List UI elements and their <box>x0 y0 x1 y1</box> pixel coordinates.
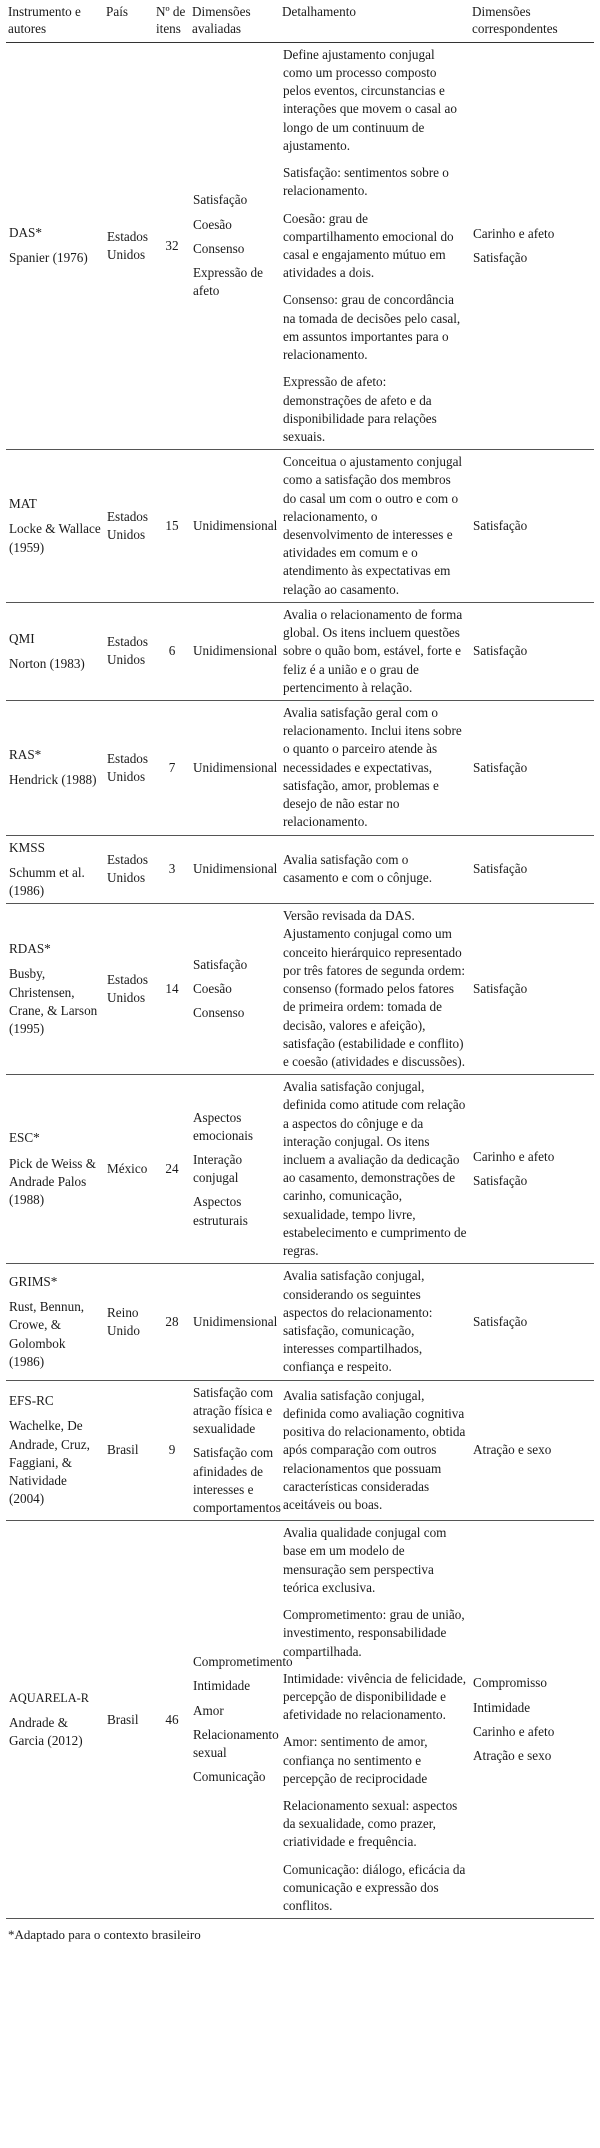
cell-items: 32 <box>154 42 190 449</box>
corresponding-item: Atração e sexo <box>473 1747 552 1763</box>
dimension-item: Relacionamento sexual <box>193 1726 279 1760</box>
instrument-authors: Busby, Christensen, Crane, & Larson (1995) <box>9 966 98 1036</box>
detail-paragraph: Versão revisada da DAS. Ajustamento conjugal como um conceito hierárquico representado por três fatores de segunda ordem: consenso (formado pelos fatores de primeira ordem: tomada de decisão, valores e afeição), satisfação (estabilidade e conflito) e coesão (atividades e discussões). <box>283 908 465 1069</box>
instrument-authors: Locke & Wallace (1959) <box>9 521 101 555</box>
cell-dimensions <box>190 835 280 904</box>
header-dimensions: Dimensões avaliadas <box>190 0 280 42</box>
cell-detail <box>280 1380 470 1521</box>
cell-instrument <box>6 1380 104 1521</box>
table-row <box>6 701 594 836</box>
table-row <box>6 835 594 904</box>
cell-dimensions <box>190 904 280 1075</box>
cell-country: Estados Unidos <box>104 450 154 603</box>
instrument-name: ESC* <box>9 1130 40 1146</box>
detail-paragraph: Relacionamento sexual: aspectos da sexualidade, como prazer, criatividade e frequência. <box>283 1798 458 1850</box>
dimension-item: Unidimensional <box>193 861 278 877</box>
cell-country: Estados Unidos <box>104 904 154 1075</box>
dimension-item: Coesão <box>193 981 232 997</box>
header-instrument: Instrumento e autores <box>6 0 104 42</box>
dimension-item: Satisfação com atração física e sexualidade <box>193 1384 274 1437</box>
instruments-table <box>6 0 594 1919</box>
table-header-row <box>6 0 594 42</box>
cell-items: 3 <box>154 835 190 904</box>
detail-paragraph: Amor: sentimento de amor, confiança no sentimento e percepção de reciprocidade <box>283 1734 428 1786</box>
table-row <box>6 904 594 1075</box>
table-row <box>6 1075 594 1264</box>
header-items: Nº de itens <box>154 0 190 42</box>
cell-country: México <box>104 1075 154 1264</box>
dimension-item: Intimidade <box>193 1678 251 1694</box>
detail-paragraph: Consenso: grau de concordância na tomada de decisões pelo casal, em assuntos importantes para o relacionamento. <box>283 292 461 363</box>
corresponding-item: Satisfação <box>473 249 528 265</box>
dimension-item: Satisfação <box>193 956 248 972</box>
cell-detail <box>280 904 470 1075</box>
table-row <box>6 602 594 700</box>
dimension-item: Comprometimento <box>193 1654 293 1670</box>
cell-items: 28 <box>154 1264 190 1380</box>
dimension-item: Unidimensional <box>193 1313 278 1329</box>
cell-detail <box>280 602 470 700</box>
header-detail: Detalhamento <box>280 0 470 42</box>
cell-instrument <box>6 42 104 449</box>
cell-instrument <box>6 1075 104 1264</box>
cell-detail <box>280 42 470 449</box>
instrument-authors: Hendrick (1988) <box>9 772 97 788</box>
table-row <box>6 1521 594 1919</box>
cell-instrument <box>6 602 104 700</box>
dimension-item: Unidimensional <box>193 517 278 533</box>
detail-paragraph: Avalia satisfação com o casamento e com o cônjuge. <box>283 852 433 886</box>
corresponding-item: Satisfação <box>473 759 528 775</box>
cell-dimensions <box>190 701 280 836</box>
instrument-name: MAT <box>9 496 37 512</box>
cell-items: 14 <box>154 904 190 1075</box>
cell-dimensions <box>190 1380 280 1521</box>
cell-corresponding <box>470 701 594 836</box>
corresponding-item: Intimidade <box>473 1699 531 1715</box>
instrument-authors: Andrade & Garcia (2012) <box>9 1714 83 1748</box>
cell-corresponding <box>470 1264 594 1380</box>
instrument-name: GRIMS* <box>9 1273 58 1289</box>
cell-detail <box>280 450 470 603</box>
detail-paragraph: Conceitua o ajustamento conjugal como a satisfação dos membros do casal um com o outro e com o relacionamento, o desenvolvimento de interesses e atividades em comum e o atendimento às expectativas em relação ao casamento. <box>283 454 463 597</box>
cell-corresponding <box>470 42 594 449</box>
instrument-authors: Pick de Weiss & Andrade Palos (1988) <box>9 1155 96 1207</box>
dimension-item: Aspectos emocionais <box>193 1109 254 1143</box>
cell-dimensions <box>190 450 280 603</box>
cell-corresponding <box>470 602 594 700</box>
corresponding-item: Satisfação <box>473 643 528 659</box>
detail-paragraph: Avalia qualidade conjugal com base em um modelo de mensuração sem perspectiva teórica exclusiva. <box>283 1525 447 1595</box>
footnote: *Adaptado para o contexto brasileiro <box>8 1927 201 1943</box>
corresponding-item: Carinho e afeto <box>473 1723 555 1739</box>
cell-country: Estados Unidos <box>104 42 154 449</box>
detail-paragraph: Comunicação: diálogo, eficácia da comunicação e expressão dos conflitos. <box>283 1861 466 1914</box>
dimension-item: Satisfação com afinidades de interesses e comportamentos <box>193 1445 281 1515</box>
cell-items: 7 <box>154 701 190 836</box>
table-row <box>6 450 594 603</box>
cell-country: Brasil <box>104 1380 154 1521</box>
dimension-item: Comunicação <box>193 1769 266 1785</box>
cell-dimensions <box>190 1075 280 1264</box>
cell-detail <box>280 1521 470 1919</box>
header-corresponding: Dimensões correspondentes <box>470 0 594 42</box>
cell-country: Estados Unidos <box>104 602 154 700</box>
cell-corresponding <box>470 1075 594 1264</box>
dimension-item: Aspectos estruturais <box>193 1194 248 1228</box>
instrument-name: QMI <box>9 630 35 646</box>
cell-items: 15 <box>154 450 190 603</box>
detail-paragraph: Avalia o relacionamento de forma global. Os itens incluem questões sobre o quão bom, estável, forte e feliz é a união e o grau de pertencimento à relação. <box>283 606 463 695</box>
instrument-authors: Schumm et al. (1986) <box>9 864 85 898</box>
instrument-authors: Spanier (1976) <box>9 250 88 266</box>
table-body <box>6 42 594 1919</box>
cell-instrument <box>6 835 104 904</box>
dimension-item: Satisfação <box>193 192 248 208</box>
detail-paragraph: Expressão de afeto: demonstrações de afeto e da disponibilidade para relações sexuais. <box>283 374 437 444</box>
instrument-authors: Wachelke, De Andrade, Cruz, Faggiani, & Natividade (2004) <box>9 1418 90 1507</box>
cell-instrument <box>6 904 104 1075</box>
cell-instrument <box>6 1264 104 1380</box>
detail-paragraph: Avalia satisfação conjugal, definida como avaliação cognitiva positiva do relacionamento, obtida após comparação com outros relacionamentos que possuam características consideradas aceitáveis ou boas. <box>283 1387 466 1512</box>
cell-country: Estados Unidos <box>104 835 154 904</box>
corresponding-item: Atração e sexo <box>473 1442 552 1458</box>
instrument-name: RAS* <box>9 747 42 763</box>
instrument-authors: Norton (1983) <box>9 655 85 671</box>
dimension-item: Unidimensional <box>193 643 278 659</box>
dimension-item: Interação conjugal <box>193 1152 243 1186</box>
cell-corresponding <box>470 835 594 904</box>
cell-corresponding <box>470 450 594 603</box>
corresponding-item: Satisfação <box>473 1173 528 1189</box>
table-row <box>6 1264 594 1380</box>
cell-items: 9 <box>154 1380 190 1521</box>
cell-country: Brasil <box>104 1521 154 1919</box>
dimension-item: Expressão de afeto <box>193 265 263 299</box>
corresponding-item: Compromisso <box>473 1675 548 1691</box>
detail-paragraph: Avalia satisfação conjugal, considerando os seguintes aspectos do relacionamento: satisfação, comunicação, interesses compartilhados, confiança e respeito. <box>283 1268 433 1375</box>
cell-country: Reino Unido <box>104 1264 154 1380</box>
instrument-name: DAS* <box>9 225 42 241</box>
instrument-name: AQUARELA-R <box>9 1690 89 1705</box>
cell-corresponding <box>470 1521 594 1919</box>
dimension-item: Unidimensional <box>193 759 278 775</box>
cell-instrument <box>6 1521 104 1919</box>
detail-paragraph: Avalia satisfação conjugal, definida como atitude com relação a aspectos do cônjuge e da interação conjugal. Os itens incluem a avaliação da dedicação ao casamento, demonstrações de carinho, comunicação, sexualidade, tempo livre, estabelecimento e cumprimento de regras. <box>283 1079 467 1259</box>
corresponding-item: Satisfação <box>473 861 528 877</box>
detail-paragraph: Define ajustamento conjugal como um processo composto pelos eventos, circunstancias e interações que movem o casal ao longo de um continuum de ajustamento. <box>283 46 457 153</box>
corresponding-item: Carinho e afeto <box>473 225 555 241</box>
detail-paragraph: Intimidade: vivência de felicidade, percepção de disponibilidade e afetividade no relacionamento. <box>283 1670 467 1723</box>
dimension-item: Consenso <box>193 1005 245 1021</box>
corresponding-item: Satisfação <box>473 517 528 533</box>
cell-detail <box>280 1264 470 1380</box>
cell-items: 46 <box>154 1521 190 1919</box>
corresponding-item: Satisfação <box>473 981 528 997</box>
header-country: País <box>104 0 154 42</box>
cell-dimensions <box>190 1264 280 1380</box>
cell-instrument <box>6 701 104 836</box>
cell-items: 24 <box>154 1075 190 1264</box>
cell-corresponding <box>470 904 594 1075</box>
detail-paragraph: Satisfação: sentimentos sobre o relacionamento. <box>283 165 449 199</box>
table-row <box>6 1380 594 1521</box>
cell-corresponding <box>470 1380 594 1521</box>
instrument-name: KMSS <box>9 839 45 855</box>
dimension-item: Coesão <box>193 216 232 232</box>
instrument-name: EFS-RC <box>9 1393 54 1409</box>
instrument-authors: Rust, Bennun, Crowe, & Golombok (1986) <box>9 1299 85 1369</box>
cell-items: 6 <box>154 602 190 700</box>
detail-paragraph: Avalia satisfação geral com o relacionamento. Inclui itens sobre o quanto o parceiro atende às necessidades e expectativas, satisfação, amor, problemas e desejo de não estar no relacionamento. <box>283 705 462 830</box>
corresponding-item: Carinho e afeto <box>473 1149 555 1165</box>
cell-detail <box>280 701 470 836</box>
detail-paragraph: Comprometimento: grau de união, investimento, responsabilidade compartilhada. <box>283 1607 465 1659</box>
dimension-item: Amor <box>193 1702 224 1718</box>
instrument-name: RDAS* <box>9 941 51 957</box>
cell-detail <box>280 835 470 904</box>
cell-detail <box>280 1075 470 1264</box>
cell-dimensions <box>190 42 280 449</box>
table-row <box>6 42 594 449</box>
cell-country: Estados Unidos <box>104 701 154 836</box>
cell-dimensions <box>190 602 280 700</box>
cell-dimensions <box>190 1521 293 1919</box>
corresponding-item: Satisfação <box>473 1313 528 1329</box>
cell-instrument <box>6 450 104 603</box>
dimension-item: Consenso <box>193 240 245 256</box>
detail-paragraph: Coesão: grau de compartilhamento emocional do casal e engajamento mútuo em atividades a dois. <box>283 210 454 281</box>
